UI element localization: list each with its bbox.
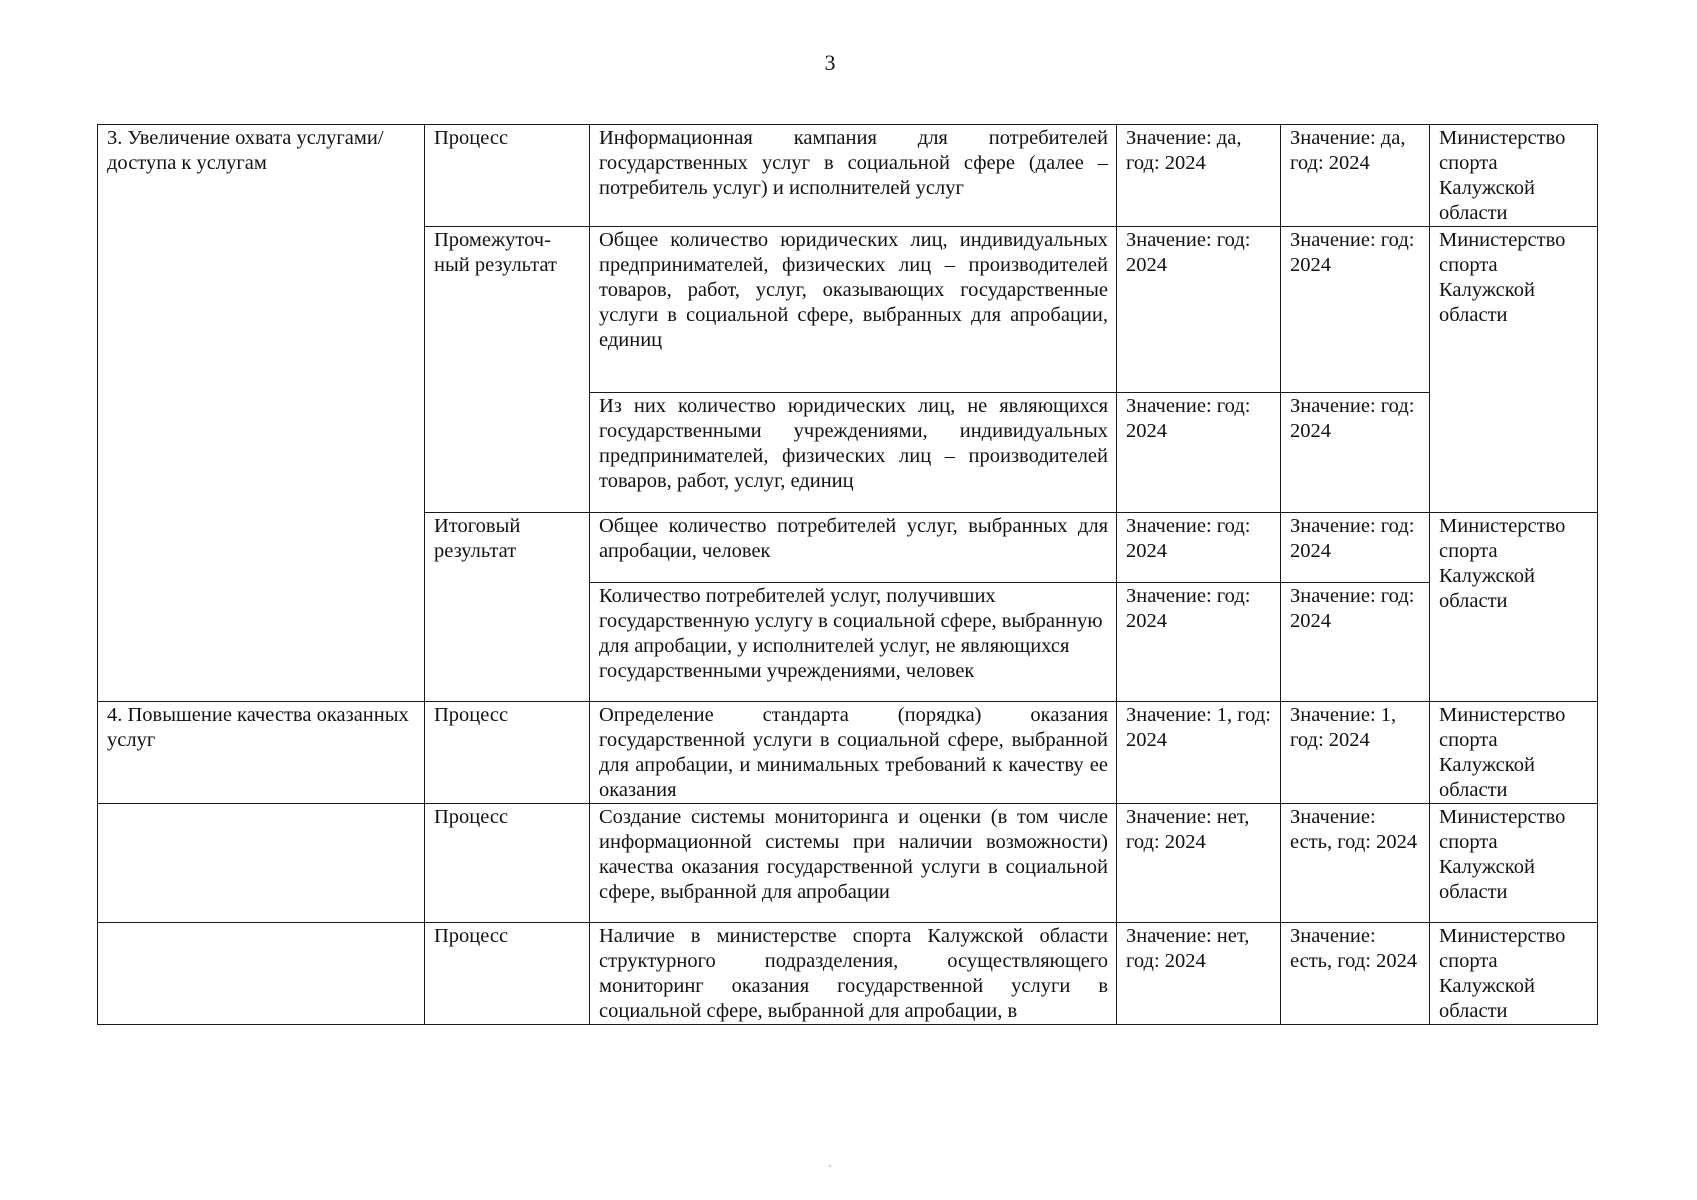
table-row bbox=[98, 702, 1598, 804]
indicator-description-cell: Информационная кампания для потребителей государственных услуг в социальной сфере (далее – потребитель услуг) и исполнителей услуг bbox=[590, 125, 1117, 227]
indicator-type-cell: Промежуточ-ный результат bbox=[425, 227, 590, 513]
baseline-value-cell: Значение: год: 2024 bbox=[1117, 513, 1281, 583]
table-row bbox=[98, 923, 1598, 1025]
indicator-description-cell: Общее количество потребителей услуг, выбранных для апробации, человек bbox=[590, 513, 1117, 583]
responsible-cell: Министерство спорта Калужской области bbox=[1430, 513, 1598, 702]
target-value-cell: Значение: есть, год: 2024 bbox=[1281, 804, 1430, 923]
responsible-cell: Министерство спорта Калужской области bbox=[1430, 804, 1598, 923]
responsible-cell: Министерство спорта Калужской области bbox=[1430, 702, 1598, 804]
indicator-description-cell: Количество потребителей услуг, получивших государственную услугу в социальной сфере, выбранную для апробации, у исполнителей услуг, не являющихся государственными учреждениями, человек bbox=[590, 583, 1117, 702]
goal-cell bbox=[98, 923, 425, 1025]
responsible-cell: Министерство спорта Калужской области bbox=[1430, 923, 1598, 1025]
target-value-cell: Значение: год: 2024 bbox=[1281, 583, 1430, 702]
indicator-type-cell: Процесс bbox=[425, 923, 590, 1025]
baseline-value-cell: Значение: год: 2024 bbox=[1117, 227, 1281, 393]
indicator-type-cell: Процесс bbox=[425, 804, 590, 923]
responsible-cell: Министерство спорта Калужской области bbox=[1430, 125, 1598, 227]
table-row bbox=[98, 804, 1598, 923]
baseline-value-cell: Значение: 1, год: 2024 bbox=[1117, 702, 1281, 804]
indicator-type-cell: Итоговый результат bbox=[425, 513, 590, 702]
baseline-value-cell: Значение: год: 2024 bbox=[1117, 583, 1281, 702]
baseline-value-cell: Значение: да, год: 2024 bbox=[1117, 125, 1281, 227]
indicators-table bbox=[97, 124, 1598, 1025]
indicator-description-cell: Общее количество юридических лиц, индивидуальных предпринимателей, физических лиц – производителей товаров, работ, услуг, оказывающих государственные услуги в социальной сфере, выбранных для апробации, единиц bbox=[590, 227, 1117, 393]
target-value-cell: Значение: год: 2024 bbox=[1281, 227, 1430, 393]
responsible-cell: Министерство спорта Калужской области bbox=[1430, 227, 1598, 513]
indicator-description-cell: Создание системы мониторинга и оценки (в том числе информационной системы при наличии возможности) качества оказания государственной услуги в социальной сфере, выбранной для апробации bbox=[590, 804, 1117, 923]
scan-speck bbox=[829, 1165, 831, 1167]
target-value-cell: Значение: 1, год: 2024 bbox=[1281, 702, 1430, 804]
indicator-type-cell: Процесс bbox=[425, 702, 590, 804]
indicator-description-cell: Определение стандарта (порядка) оказания государственной услуги в социальной сфере, выбранной для апробации, и минимальных требований к качеству ее оказания bbox=[590, 702, 1117, 804]
goal-cell: 4. Повышение качества оказанных услуг bbox=[98, 702, 425, 804]
baseline-value-cell: Значение: нет, год: 2024 bbox=[1117, 923, 1281, 1025]
table-row bbox=[98, 125, 1598, 227]
goal-cell bbox=[98, 804, 425, 923]
baseline-value-cell: Значение: год: 2024 bbox=[1117, 393, 1281, 513]
page-number: 3 bbox=[824, 50, 836, 75]
indicator-description-cell: Наличие в министерстве спорта Калужской области структурного подразделения, осуществляющего мониторинг оказания государственной услуги в социальной сфере, выбранной для апробации, в bbox=[590, 923, 1117, 1025]
goal-cell: 3. Увеличение охвата услугами/доступа к услугам bbox=[98, 125, 425, 702]
target-value-cell: Значение: год: 2024 bbox=[1281, 513, 1430, 583]
target-value-cell: Значение: да, год: 2024 bbox=[1281, 125, 1430, 227]
indicator-description-cell: Из них количество юридических лиц, не являющихся государственными учреждениями, индивидуальных предпринимателей, физических лиц – производителей товаров, работ, услуг, единиц bbox=[590, 393, 1117, 513]
target-value-cell: Значение: есть, год: 2024 bbox=[1281, 923, 1430, 1025]
target-value-cell: Значение: год: 2024 bbox=[1281, 393, 1430, 513]
indicator-type-cell: Процесс bbox=[425, 125, 590, 227]
baseline-value-cell: Значение: нет, год: 2024 bbox=[1117, 804, 1281, 923]
